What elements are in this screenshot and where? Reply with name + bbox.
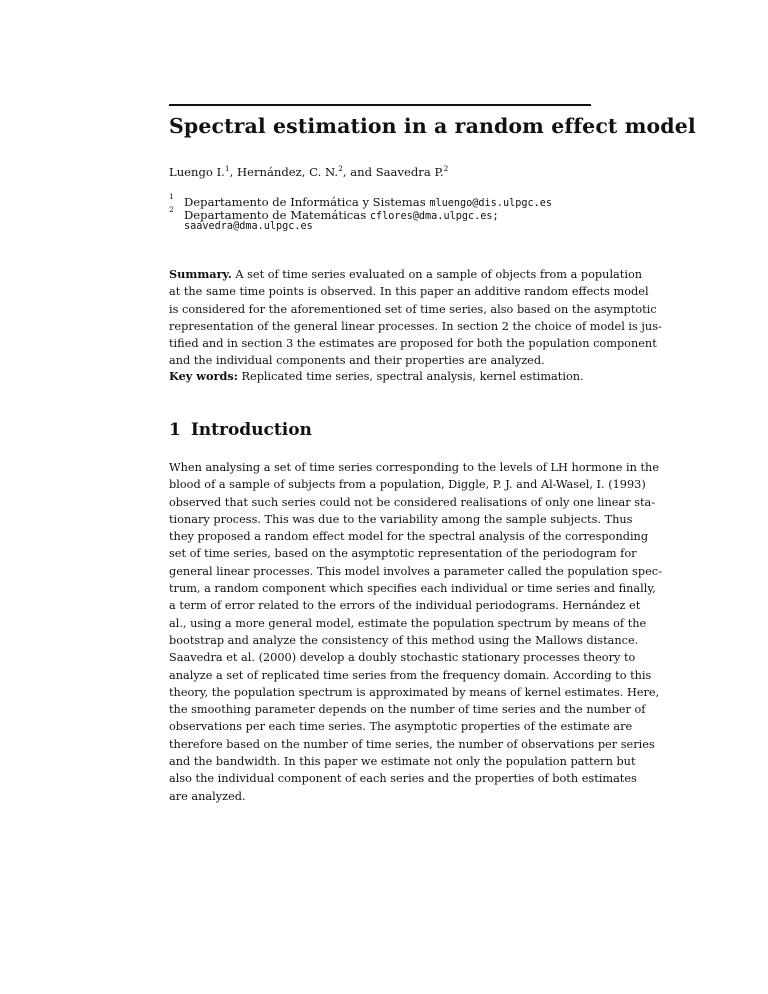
paragraph-line: blood of a sample of subjects from a population, Diggle, P. J. and Al-Wasel, I. (1993) (169, 478, 646, 492)
paragraph-line: they proposed a random effect model for the spectral analysis of the corresponding (169, 530, 649, 544)
author-name: Luengo I. (169, 165, 225, 179)
paragraph-line: theory, the population spectrum is approximated by means of kernel estimates. Here, (169, 685, 660, 699)
author-affil-mark: 2 (443, 164, 449, 173)
author-name: Saavedra P. (375, 165, 444, 179)
paragraph-line: a term of error related to the errors of the individual periodograms. Hernández et (169, 599, 641, 613)
paragraph-line: observations per each time series. The asymptotic properties of the estimate are (169, 720, 633, 734)
affiliation-dept: Departamento de Matemáticas (184, 208, 370, 222)
paragraph-line: tionary process. This was due to the variability among the sample subjects. Thus (169, 512, 633, 526)
affiliation-email[interactable]: mluengo@dis.ulpgc.es (429, 198, 553, 209)
title-rule (169, 104, 591, 106)
affiliation-email-continued[interactable]: saavedra@dma.ulpgc.es (184, 221, 313, 232)
abstract-line (169, 266, 643, 283)
affiliation-dept: Departamento de Informática y Sistemas (184, 195, 430, 209)
paragraph-line: general linear processes. This model involves a parameter called the population spec- (169, 564, 662, 578)
paragraph-line: the smoothing parameter depends on the number of time series and the number of (169, 703, 646, 717)
abstract-line: representation of the general linear processes. In section 2 the choice of model is jus- (169, 319, 662, 333)
author-list (169, 165, 599, 179)
paragraph-line: and the bandwidth. In this paper we estimate not only the population pattern but (169, 755, 636, 769)
paragraph-line: Saavedra et al. (2000) develop a doubly stochastic stationary processes theory to (169, 651, 636, 665)
affiliation-email[interactable]: cflores@dma.ulpgc.es; (369, 211, 499, 222)
abstract-line: at the same time points is observed. In this paper an additive random effects model (169, 285, 649, 299)
affiliation-mark: 1 (169, 192, 174, 201)
paragraph-line: observed that such series could not be considered realisations of only one linear sta- (169, 495, 656, 509)
author-separator: , and (342, 165, 376, 179)
author-name: Hernández, C. N. (237, 165, 339, 179)
author-affil-mark: 2 (338, 164, 343, 173)
paragraph-line: are analyzed. (169, 789, 246, 803)
keywords-label: Key words: (169, 369, 238, 383)
introduction-paragraph (169, 459, 662, 805)
paragraph-line: trum, a random component which specifies each individual or time series and finally, (169, 582, 656, 596)
section-heading (169, 420, 599, 440)
abstract-line: tified and in section 3 the estimates are proposed for both the population component (169, 337, 657, 351)
paragraph-line: also the individual component of each series and the properties of both estimates (169, 772, 637, 786)
keywords-text: Replicated time series, spectral analysis, kernel estimation. (237, 370, 584, 383)
keywords (169, 369, 599, 383)
paragraph-line: al., using a more general model, estimate the population spectrum by means of the (169, 616, 647, 630)
abstract-line: is considered for the aforementioned set of time series, also based on the asymptotic (169, 302, 657, 316)
paragraph-line: therefore based on the number of time series, the number of observations per series (169, 737, 655, 751)
abstract-line: and the individual components and their properties are analyzed. (169, 354, 545, 368)
paragraph-line: set of time series, based on the asymptotic representation of the periodogram for (169, 547, 637, 561)
section-number: 1 (169, 420, 181, 440)
section-title: Introduction (190, 420, 312, 440)
author-affil-mark: 1 (224, 164, 230, 173)
abstract (169, 266, 662, 370)
paragraph-line: When analysing a set of time series corresponding to the levels of LH hormone in the (169, 461, 660, 474)
paragraph-line: analyze a set of replicated time series from the frequency domain. According to this (169, 668, 652, 682)
paragraph-line: bootstrap and analyze the consistency of this method using the Mallows distance. (169, 633, 639, 647)
affiliation-mark: 2 (169, 205, 174, 214)
author-separator: , (229, 165, 238, 179)
abstract-label: Summary. (169, 267, 232, 281)
affiliation-text (184, 208, 499, 222)
abstract-text: A set of time series evaluated on a sample of objects from a population (231, 268, 643, 281)
paper-title: Spectral estimation in a random effect model (169, 114, 696, 138)
affiliation-text (184, 195, 552, 209)
